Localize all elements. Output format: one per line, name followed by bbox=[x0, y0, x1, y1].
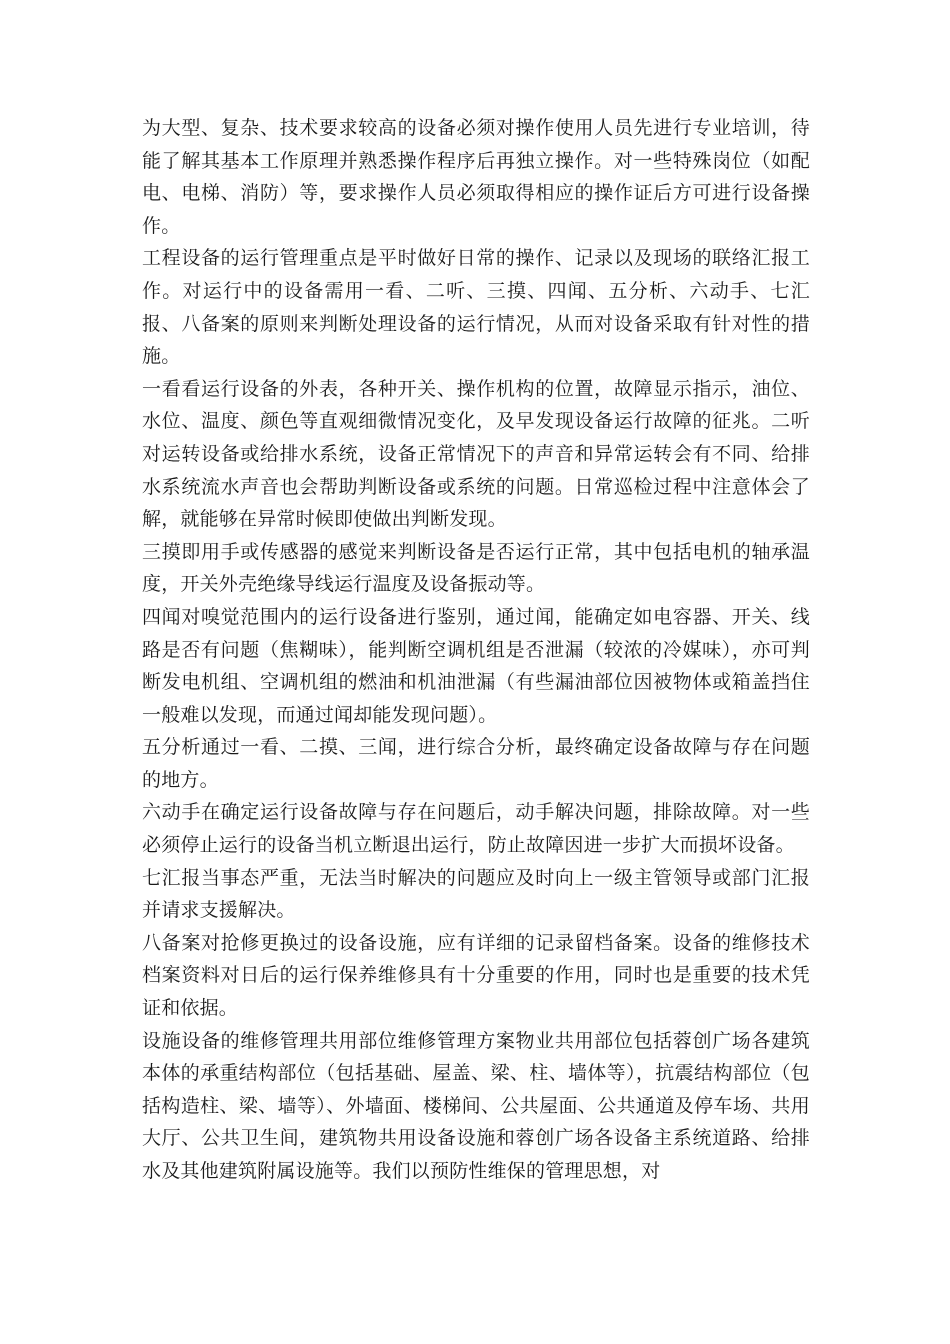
paragraph-report: 七汇报当事态严重，无法当时解决的问题应及时向上一级主管领导或部门汇报并请求支援解决。 bbox=[142, 866, 810, 922]
paragraph-operator-training: 为大型、复杂、技术要求较高的设备必须对操作使用人员先进行专业培训，待能了解其基本工作原理并熟悉操作程序后再独立操作。对一些特殊岗位（如配电、电梯、消防）等，要求操作人员必须取得相应的操作证后方可进行设备操作。 bbox=[142, 117, 810, 237]
paragraph-smell: 四闻对嗅觉范围内的运行设备进行鉴别，通过闻，能确定如电容器、开关、线路是否有问题（焦糊味），能判断空调机组是否泄漏（较浓的冷媒味），亦可判断发电机组、空调机组的燃油和机油泄漏（有些漏油部位因被物体或箱盖挡住一般难以发现，而通过闻却能发现问题）。 bbox=[142, 605, 810, 726]
paragraph-operation-management: 工程设备的运行管理重点是平时做好日常的操作、记录以及现场的联络汇报工作。对运行中的设备需用一看、二听、三摸、四闻、五分析、六动手、七汇报、八备案的原则来判断处理设备的运行情况，从而对设备采取有针对性的措施。 bbox=[142, 247, 810, 368]
paragraph-repair: 六动手在确定运行设备故障与存在问题后，动手解决问题，排除故障。对一些必须停止运行的设备当机立断退出运行，防止故障因进一步扩大而损坏设备。 bbox=[142, 801, 810, 857]
document-body bbox=[142, 112, 810, 1188]
paragraph-look-listen: 一看看运行设备的外表，各种开关、操作机构的位置，故障显示指示，油位、水位、温度、颜色等直观细微情况变化，及早发现设备运行故障的征兆。二听对运转设备或给排水系统，设备正常情况下的声音和异常运转会有不同、给排水系统流水声音也会帮助判断设备或系统的问题。日常巡检过程中注意体会了解，就能够在异常时候即使做出判断发现。 bbox=[142, 377, 810, 531]
paragraph-common-area-maintenance: 设施设备的维修管理共用部位维修管理方案物业共用部位包括蓉创广场各建筑本体的承重结构部位（包括基础、屋盖、梁、柱、墙体等），抗震结构部位（包括构造柱、梁、墙等）、外墙面、楼梯间、公共屋面、公共通道及停车场、共用大厅、公共卫生间，建筑物共用设备设施和蓉创广场各设备主系统道路、给排水及其他建筑附属设施等。我们以预防性维保的管理思想，对 bbox=[142, 1029, 810, 1182]
paragraph-touch: 三摸即用手或传感器的感觉来判断设备是否运行正常，其中包括电机的轴承温度，开关外壳绝缘导线运行温度及设备振动等。 bbox=[142, 540, 810, 596]
paragraph-analyze: 五分析通过一看、二摸、三闻，进行综合分析，最终确定设备故障与存在问题的地方。 bbox=[142, 736, 810, 791]
paragraph-record: 八备案对抢修更换过的设备设施，应有详细的记录留档备案。设备的维修技术档案资料对日后的运行保养维修具有十分重要的作用，同时也是重要的技术凭证和依据。 bbox=[142, 931, 810, 1020]
